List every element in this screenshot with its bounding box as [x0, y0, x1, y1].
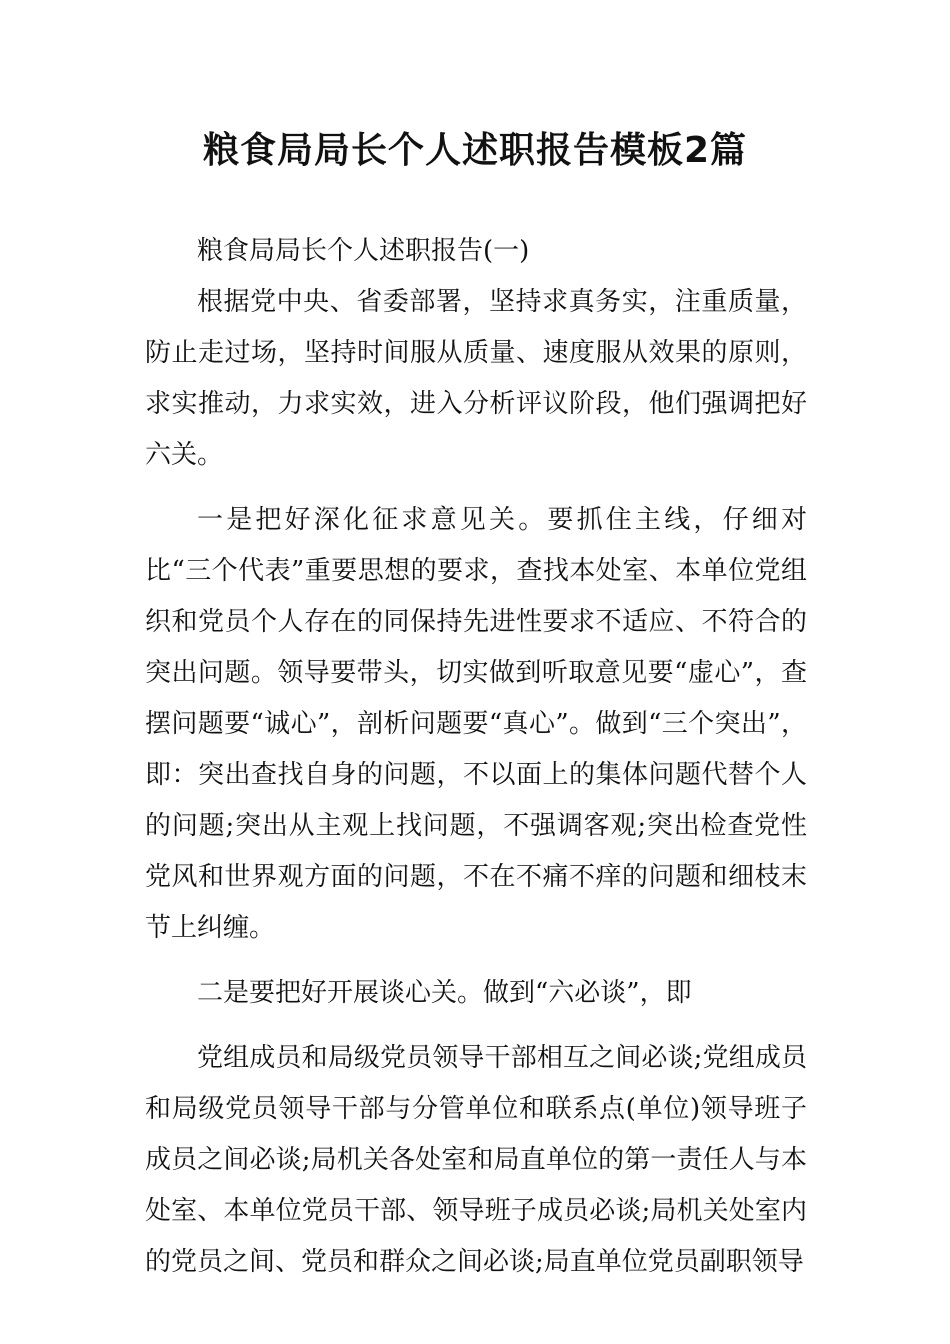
paragraph-point-two: 二是要把好开展谈心关。做到“六必谈”，即: [197, 978, 692, 1008]
paragraph-six-talks: 党组成员和局级党员领导干部相互之间必谈;党组成员和局级党员领导干部与分管单位和联系点(单位)领导班子成员之间必谈;局机关各处室和局直单位的第一责任人与本处室、本单位党员干部、领导班子成员必谈;局机关处室内的党员之间、党员和群众之间必谈;局直单位党员副职领导: [145, 1043, 807, 1277]
paragraph-point-one: 一是把好深化征求意见关。要抓住主线，仔细对比“三个代表”重要思想的要求，查找本处室、本单位党组织和党员个人存在的同保持先进性要求不适应、不符合的突出问题。领导要带头，切实做到听取意见要“虚心”，查摆问题要“诚心”，剖析问题要“真心”。做到“三个突出”，即：突出查找自身的问题，不以面上的集体问题代替个人的问题;突出从主观上找问题，不强调客观;突出检查党性党风和世界观方面的问题，不在不痛不痒的问题和细枝末节上纠缠。: [145, 505, 807, 943]
document-body: [145, 226, 807, 1288]
document-title: 粮食局局长个人述职报告模板2篇: [202, 130, 748, 171]
paragraph-subtitle: 粮食局局长个人述职报告(一): [197, 236, 530, 266]
paragraph-intro: 根据党中央、省委部署，坚持求真务实，注重质量，防止走过场，坚持时间服从质量、速度服从效果的原则，求实推动，力求实效，进入分析评议阶段，他们强调把好六关。: [145, 287, 807, 470]
